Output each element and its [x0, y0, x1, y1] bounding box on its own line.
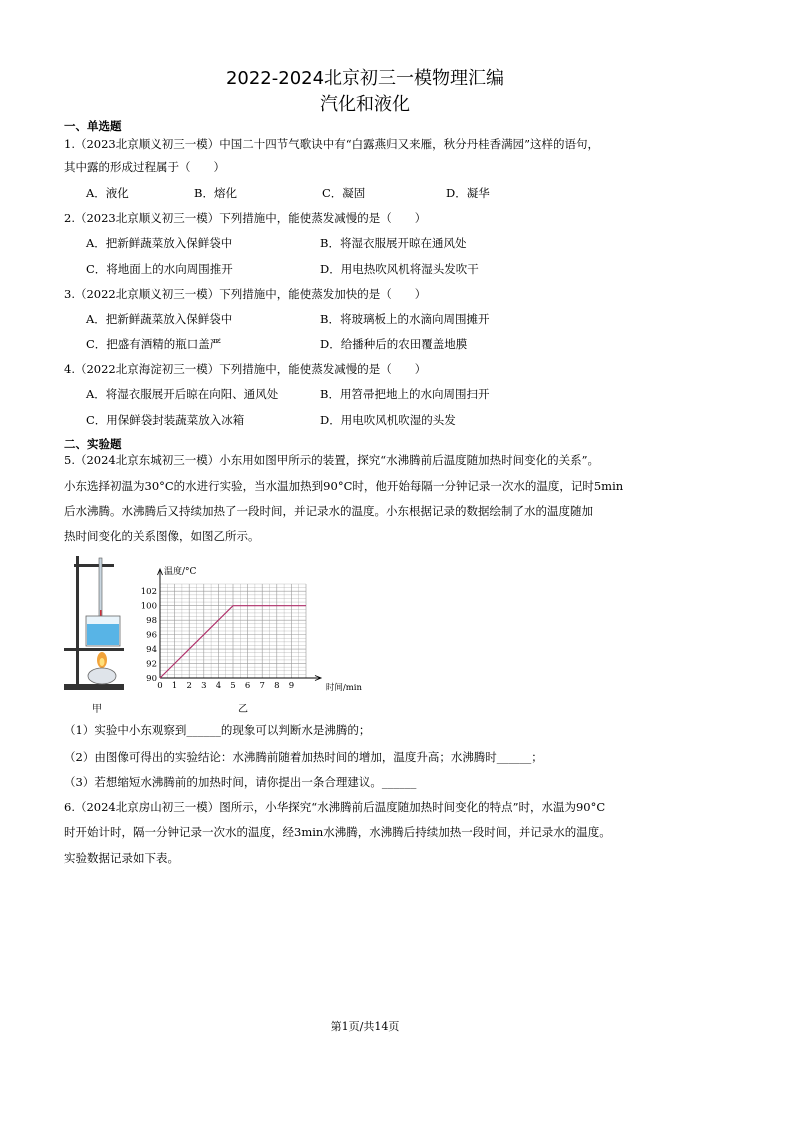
x-tick-label: 0: [157, 681, 163, 691]
question-5-stem-cont-2: 后水沸腾。水沸腾后又持续加热了一段时间，并记录水的温度。小东根据记录的数据绘制了水的温度随加: [64, 504, 593, 518]
beaker-water: [87, 624, 119, 645]
stand-rod: [76, 556, 79, 686]
q4-option-a[interactable]: A．将湿衣服展开后晾在向阳、通风处: [86, 387, 279, 401]
y-tick-label: 96: [146, 630, 157, 641]
question-4-stem: 4.（2022北京海淀初三一模）下列措施中，能使蒸发减慢的是（ ）: [64, 362, 427, 376]
question-3-stem: 3.（2022北京顺义初三一模）下列措施中，能使蒸发加快的是（ ）: [64, 287, 427, 301]
question-6-stem: 6.（2024北京房山初三一模）图所示，小华探究“水沸腾前后温度随加热时间变化的特点”时，水温为90°C: [64, 800, 606, 814]
q3-option-b[interactable]: B．将玻璃板上的水滴向周围摊开: [320, 312, 490, 326]
section-heading-experiment: 二、实验题: [64, 437, 122, 451]
q3-option-d[interactable]: D．给播种后的农田覆盖地膜: [320, 337, 468, 351]
page-footer: 第1页/共14页: [330, 1020, 400, 1033]
y-tick-label: 94: [146, 645, 157, 656]
x-tick-label: 6: [244, 681, 251, 691]
question-1-stem: 1.（2023北京顺义初三一模）中国二十四节气歌诀中有“白露燕归又来雁，秋分丹桂香满园”这样的语句，: [64, 137, 599, 151]
q2-option-c[interactable]: C．将地面上的水向周围推开: [86, 262, 233, 276]
clamp-arm-top: [74, 564, 114, 567]
y-axis-label: 温度/°C: [164, 567, 197, 577]
boiling-apparatus-figure: [62, 550, 132, 696]
temperature-time-chart: [138, 558, 362, 694]
question-5-sub-1: （1）实验中小东观察到______的现象可以判断水是沸腾的；: [64, 723, 371, 737]
x-tick-label: 1: [171, 681, 178, 691]
q1-option-d[interactable]: D．凝华: [446, 186, 490, 200]
stand-base: [64, 684, 124, 690]
q2-option-d[interactable]: D．用电热吹风机将湿头发吹干: [320, 262, 479, 276]
x-axis-label: 时间/min: [325, 683, 362, 693]
q1-option-b[interactable]: B．熔化: [194, 186, 237, 200]
y-tick-label: 98: [146, 616, 157, 627]
alcohol-lamp: [88, 668, 116, 684]
question-5-stem-cont-3: 热时间变化的关系图像，如图乙所示。: [64, 529, 260, 543]
figure-a-label: 甲: [92, 704, 102, 715]
question-5-sub-3: （3）若想缩短水沸腾前的加热时间，请你提出一条合理建议。______: [64, 775, 417, 789]
x-tick-label: 7: [259, 681, 265, 691]
q1-option-a[interactable]: A．液化: [86, 186, 129, 200]
q2-option-b[interactable]: B．将湿衣服展开晾在通风处: [320, 236, 467, 250]
q4-option-d[interactable]: D．用电吹风机吹湿的头发: [320, 413, 456, 427]
flame-core: [100, 658, 105, 666]
question-2-stem: 2.（2023北京顺义初三一模）下列措施中，能使蒸发减慢的是（ ）: [64, 211, 427, 225]
x-tick-label: 9: [288, 681, 295, 691]
x-tick-label: 5: [230, 681, 236, 691]
section-heading-single-choice: 一、单选题: [64, 119, 122, 133]
y-tick-label: 90: [146, 674, 157, 684]
document-title: 2022-2024北京初三一模物理汇编: [225, 68, 505, 89]
q3-option-c[interactable]: C．把盛有酒精的瓶口盖严: [86, 337, 222, 351]
q4-option-b[interactable]: B．用笤帚把地上的水向周围扫开: [320, 387, 490, 401]
question-6-stem-cont-2: 实验数据记录如下表。: [64, 851, 179, 865]
x-tick-label: 2: [186, 681, 192, 691]
question-6-stem-cont-1: 时开始计时，隔一分钟记录一次水的温度，经3min水沸腾，水沸腾后持续加热一段时间，并记录水的温度。: [64, 825, 611, 839]
x-tick-label: 8: [274, 681, 280, 691]
y-tick-label: 92: [146, 659, 157, 670]
ring-support: [64, 648, 124, 651]
question-5-stem-cont-1: 小东选择初温为30°C的水进行实验，当水温加热到90°C时，他开始每隔一分钟记录一次水的温度，记时5min: [64, 479, 624, 493]
y-tick-label: 100: [140, 601, 157, 612]
q1-option-c[interactable]: C．凝固: [322, 186, 366, 200]
x-tick-label: 4: [215, 681, 222, 691]
question-5-stem: 5.（2024北京东城初三一模）小东用如图甲所示的装置，探究“水沸腾前后温度随加热时间变化的关系”。: [64, 453, 599, 467]
x-tick-label: 3: [201, 681, 207, 691]
figure-b-label: 乙: [238, 704, 248, 715]
y-tick-label: 102: [140, 587, 157, 598]
q3-option-a[interactable]: A．把新鲜蔬菜放入保鲜袋中: [86, 312, 233, 326]
q2-option-a[interactable]: A．把新鲜蔬菜放入保鲜袋中: [86, 236, 233, 250]
document-subtitle: 汽化和液化: [320, 94, 410, 115]
question-5-sub-2: （2）由图像可得出的实验结论：水沸腾前随着加热时间的增加，温度升高；水沸腾时______；: [64, 750, 543, 764]
question-1-stem-cont: 其中露的形成过程属于（ ）: [64, 160, 225, 174]
q4-option-c[interactable]: C．用保鲜袋封装蔬菜放入冰箱: [86, 413, 245, 427]
